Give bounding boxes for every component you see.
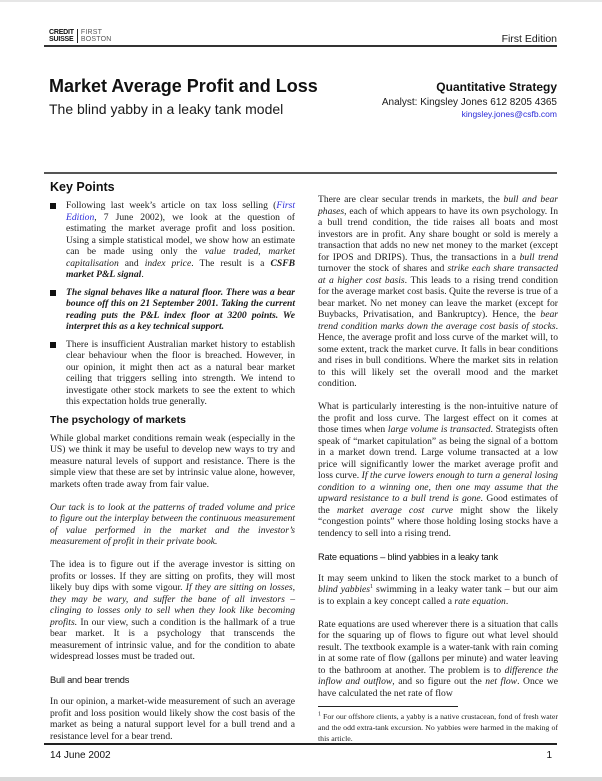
- logo-suisse: SUISSE: [49, 36, 74, 43]
- bull-bear-paragraph: In our opinion, a market-wide measurement of such an average profit and loss position would likely show the cost basis of the market as being a natural support level for a bull trend and a resistance level for a bear trend.: [50, 696, 295, 742]
- rate-equations-heading: Rate equations – blind yabbies in a leaky tank: [318, 551, 498, 562]
- analyst-contact: Analyst: Kingsley Jones 612 8205 4365: [381, 97, 557, 108]
- logo-credit: CREDIT: [49, 29, 74, 36]
- key-point-1-text: Following last week’s article on tax loss selling (First Edition, 7 June 2002), we look at the question of estimating the market average profit and loss position. Using a simple statistical model, we show how an estimate can be made using only the value traded, market capitalisation and index price. The result is a CSFB market P&L signal.: [66, 200, 295, 280]
- psychology-heading: The psychology of markets: [50, 413, 186, 426]
- key-point-3: [50, 339, 295, 408]
- logo-boston: BOSTON: [80, 36, 112, 43]
- logo-first: FIRST: [80, 29, 103, 36]
- footnote: [318, 711, 558, 744]
- secular-trends-paragraph: There are clear secular trends in markets, the bull and bear phases, each of which appears to have its own psychology. In a bull trend condition, the tide raises all boats and most investors are in profit. Any share bought or sold is merely a transaction that adds no new net money to the market (except for IPOS and DRIPS). Thus, the transactions in a bull trend turnover the stock of shares and strike each share transacted at a higher cost basis. This leads to a rising trend condition for the average market cost basis. Quite the reverse is true of a bear market. No net money can leave the market (except for Buybacks, Privatisation, and Bankruptcy). Hence, the bear trend condition marks down the average cost basis of stocks. Hence, the average profit and loss curve of the market will, to some extent, track the market curve. It falls in bear conditions and rises in bull conditions. Where the market sits in relation to this will likely set the overall mood and the market condition.: [318, 194, 559, 389]
- pnl-curve-paragraph: What is particularly interesting is the non-intuitive nature of the profit and loss curve. The largest effect on it comes at those times when large volume is transacted. Strategists often speak of “market capitulation” as being the signal of a bottom in a market down trend. Large volume transacted at a low price will significantly lower the market average profit and loss curve. If the curve lowers enough to turn a general losing condition to a winning one, then one may assume that the upward resistance to a bull trend is gone. Good estimates of the market average cost curve might show the likely “congestion points” where those holding losing stocks have a tendency to sell into a rising trend.: [318, 401, 559, 539]
- footer-rule: [44, 743, 557, 745]
- section-rule: [44, 172, 557, 174]
- psychology-paragraph-1: While global market conditions remain weak (especially in the US) we think it may be useful to develop new ways to try and measure natural levels of support and resistance. There is the simple view that these are set by intrinsic value alone, however, markets often trade away from fair value.: [50, 432, 295, 490]
- credit-suisse-first-boston-logo: [49, 29, 112, 43]
- bull-bear-heading: Bull and bear trends: [50, 675, 130, 685]
- footnote-reference[interactable]: 1: [370, 583, 374, 590]
- right-column: [318, 194, 558, 711]
- rate-equations-paragraph: Rate equations are used wherever there is a situation that calls for the squaring up of flows to figure out what level should result. The textbook example is a water-tank with rain coming in at some rate of flow (gallons per minute) and water leaving to the bathroom at another. The problem is to difference the inflow and outflow, and so figure out the net flow. Once we have calculated the net rate of flow: [318, 618, 559, 699]
- first-edition-link[interactable]: First Edition: [66, 200, 295, 223]
- logo-wordmark-right: [78, 29, 112, 43]
- page-subtitle: The blind yabby in a leaky tank model: [49, 101, 284, 117]
- footnote-marker: 1: [318, 711, 321, 718]
- key-point-3-text: There is insufficient Australian market history to establish clear behaviour when the floor is breached. However, in our opinion, it might then act as a natural bear market ceiling that triggers selling into strength. We intend to investigate other stock markets to see the extent to which this expectation holds true generally.: [66, 338, 295, 407]
- page-number: 1: [546, 750, 552, 761]
- footnote-rule: [318, 706, 458, 707]
- page-top-edge: [0, 0, 602, 2]
- page-bottom-edge: [0, 777, 602, 781]
- square-bullet-icon: [50, 290, 56, 296]
- yabbies-paragraph: It may seem unkind to liken the stock market to a bunch of blind yabbies$^1$ swimming in a leaky water tank – but our aim is to explain a key concept called a rate equation.: [318, 572, 558, 607]
- footnote-text: For our offshore clients, a yabby is a native crustacean, fond of fresh water and the odd extra-tank excursion. No yabbies were harmed in the making of this article.: [318, 712, 558, 743]
- footer-date: 14 June 2002: [50, 750, 111, 761]
- psychology-paragraph-3: The idea is to figure out if the average investor is sitting on profits or losses. If they are sitting on profits, they will most likely buy dips with some vigour. If they are sitting on losses, they may be wary, and suffer the bane of all investors – clinging to losses only to sell when they look like becoming profits. In our view, such a condition is the hallmark of a true bear market. It is a psychology that transcends the measurement of intrinsic value, and for the condition to abate widespread losses must be traded out.: [50, 559, 295, 662]
- key-point-1: [50, 200, 295, 281]
- left-column: [50, 180, 295, 754]
- key-points-heading: Key Points: [50, 180, 115, 194]
- edition-label: First Edition: [501, 33, 557, 45]
- department-label: Quantitative Strategy: [436, 80, 557, 94]
- square-bullet-icon: [50, 203, 56, 209]
- square-bullet-icon: [50, 342, 56, 348]
- page-title: Market Average Profit and Loss: [49, 76, 318, 96]
- logo-wordmark-left: [49, 29, 77, 43]
- key-point-2-text: The signal behaves like a natural floor. There was a bear bounce off this on 21 September 2001. Taking the current reading puts the P&L index floor at 3200 points. We interpret this as a key technical support.: [66, 286, 295, 332]
- header-rule: [44, 45, 557, 47]
- key-point-2: [50, 287, 295, 333]
- psychology-paragraph-2: Our tack is to look at the patterns of traded volume and price to figure out the interplay between the continuous measurement of value performed in the market and the investor’s measurement of profit in their private book.: [50, 501, 295, 547]
- analyst-email-link[interactable]: kingsley.jones@csfb.com: [461, 109, 557, 119]
